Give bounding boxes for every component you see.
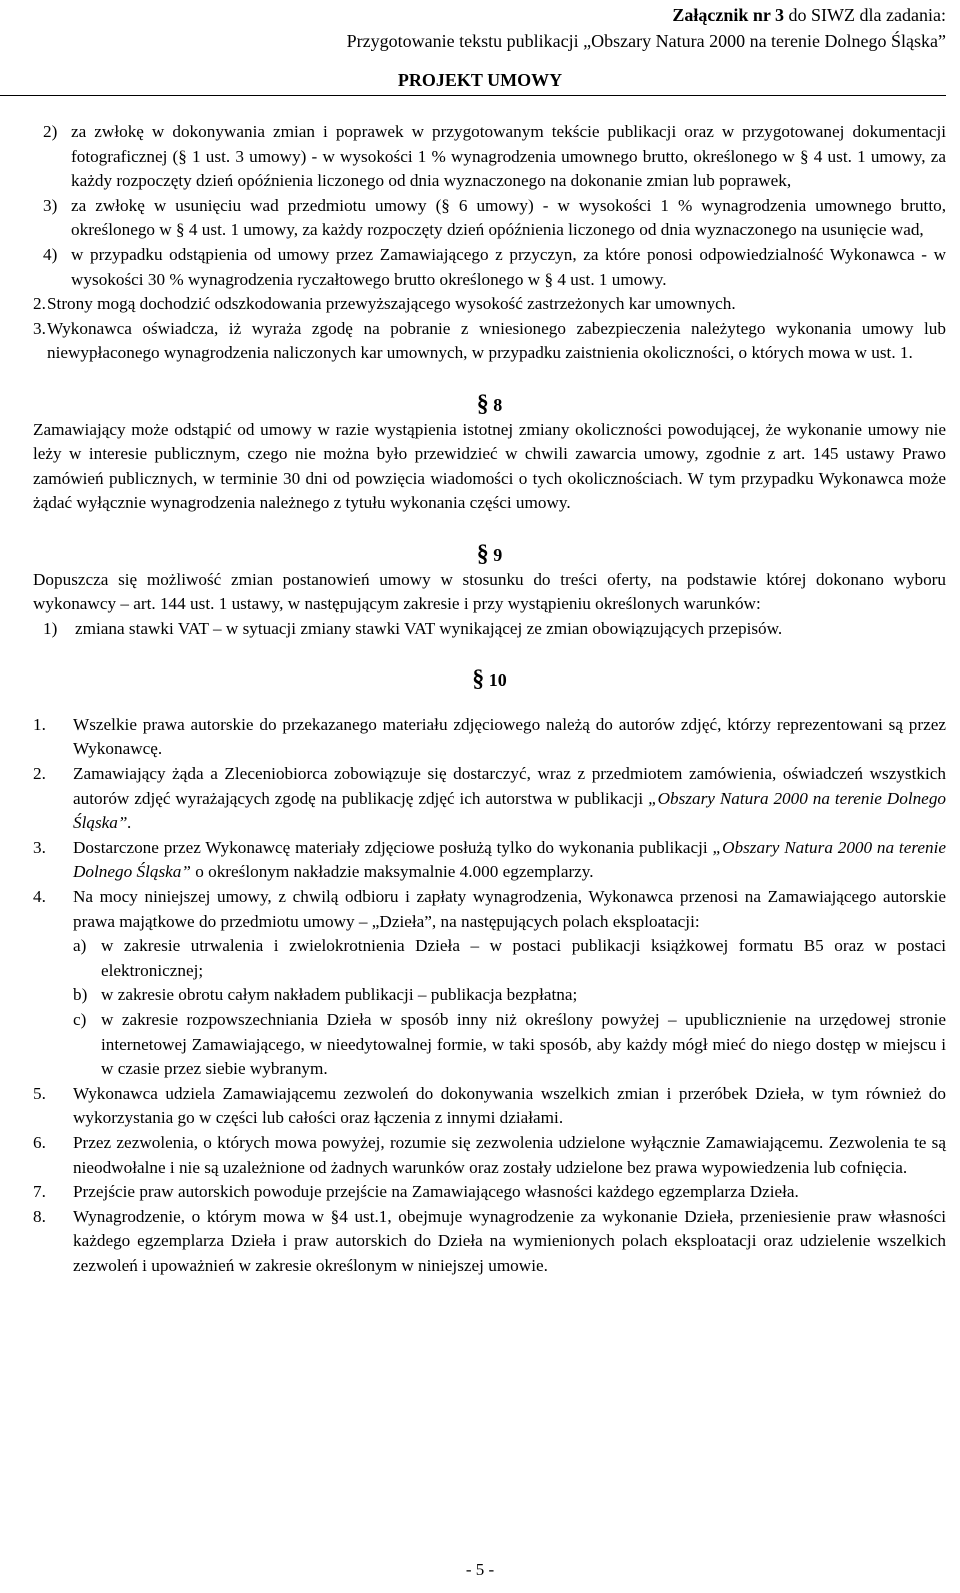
- list-item: 3. Wykonawca oświadcza, iż wyraża zgodę na pobranie z wniesionego zabezpieczenia należytego wykonania umowy lub niewypłaconego wynagrodzenia naliczonych kar umownych, w przypadku zaistnienia okoliczności, o których mowa w ust. 1.: [33, 318, 946, 363]
- list-item: 2. Zamawiający żąda a Zleceniobiorca zobowiązuje się dostarczyć, wraz z przedmiotem zamówienia, oświadczeń wszystkich autorów zdjęć wyrażających zgodę na publikację zdjęć ich autorstwa w publikacji „Obszary Natura 2000 na terenie Dolnego Śląska”.: [33, 764, 947, 833]
- page-number: - 5 -: [465, 1560, 495, 1579]
- section-8-heading: § 8: [476, 390, 503, 417]
- sub-item: c) w zakresie rozpowszechniania Dzieła w sposób inny niż określony powyżej – upublicznienie na urzędowej stronie internetowej Zamawiającego, w nieedytowalnej formie, w taki sposób, aby każdy mógł mieć do niego dostęp w miejscu i w czasie przez siebie wybranym.: [73, 1010, 946, 1079]
- list-item: 8. Wynagrodzenie, o którym mowa w §4 ust.1, obejmuje wynagrodzenie za wykonanie Dzieła, przeniesienie praw własności każdego egzemplarza Dzieła i praw autorskich do Dzieła na wymienionych polach eksploatacji oraz udzielenie wszelkich zezwoleń i upoważnień w zakresie określonym w niniejszej umowie.: [33, 1206, 946, 1275]
- list-item: 1. Wszelkie prawa autorskie do przekazanego materiału zdjęciowego należą do autorów zdjęć, którzy reprezentowani są przez Wykonawcę.: [33, 714, 946, 759]
- section-9-heading: § 9: [476, 540, 503, 567]
- list-item: 5. Wykonawca udziela Zamawiającemu zezwoleń do dokonywania wszelkich zmian i przeróbek Dzieła, w tym również do wykorzystania go w części lub całości oraz łączenia z innymi działami.: [33, 1083, 946, 1128]
- list-item: 4) w przypadku odstąpienia od umowy przez Zamawiającego z przyczyn, za które ponosi odpowiedzialność Wykonawca - w wysokości 30 % wynagrodzenia ryczałtowego brutto określonego w § 4 ust. 1 umowy.: [43, 244, 946, 289]
- sub-item: b) w zakresie obrotu całym nakładem publikacji – publikacja bezpłatna;: [73, 985, 578, 1005]
- penalty-list: [33, 120, 946, 292]
- section-10-heading: § 10: [472, 666, 507, 693]
- section-8-text: Zamawiający może odstąpić od umowy w razie wystąpienia istotnej zmiany okoliczności powodującej, że wykonanie umowy nie leży w interesie publicznym, czego nie można było przewidzieć w chwili zawarcia umowy, zgodnie z art. 145 ustawy Prawo zamówień publicznych, w terminie 30 dni od powzięcia wiadomości o tych okolicznościach. W tym przypadku Wykonawca może żądać wyłącznie wynagrodzenia należnego z tytułu wykonania części umowy.: [33, 419, 946, 513]
- list-item: 3. Dostarczone przez Wykonawcę materiały zdjęciowe posłużą tylko do wykonania publikacji „Obszary Natura 2000 na terenie Dolnego Śląska” o określonym nakładzie maksymalnie 4.000 egzemplarzy.: [33, 837, 947, 882]
- list-item: 1) zmiana stawki VAT – w sytuacji zmiany stawki VAT wynikającej ze zmian obowiązujących przepisów.: [43, 618, 783, 638]
- list-item: 3) za zwłokę w usunięciu wad przedmiotu umowy (§ 6 umowy) - w wysokości 1 % wynagrodzenia umownego brutto, określonego w § 4 ust. 1 umowy, za każdy rozpoczęty dzień opóźnienia liczonego od dnia wyznaczonego na usunięcie wad,: [43, 195, 946, 240]
- project-title: PROJEKT UMOWY: [397, 70, 563, 90]
- list-item: 2. Strony mogą dochodzić odszkodowania przewyższającego wysokość zastrzeżonych kar umownych.: [33, 294, 736, 314]
- list-item: 2) za zwłokę w dokonywania zmian i poprawek w przygotowanym tekście publikacji oraz w przygotowanej dokumentacji fotograficznej (§ 1 ust. 3 umowy) - w wysokości 1 % wynagrodzenia umownego brutto, określonego w § 4 ust. 1 umowy, za każdy rozpoczęty dzień opóźnienia liczonego od dnia wyznaczonego na dokonanie zmian lub poprawek,: [43, 122, 946, 191]
- sub-item: a) w zakresie utrwalenia i zwielokrotnienia Dzieła – w postaci publikacji książkowej formatu B5 oraz w postaci elektronicznej;: [73, 936, 946, 980]
- header-divider: [0, 95, 946, 96]
- task-title: Przygotowanie tekstu publikacji „Obszary Natura 2000 na terenie Dolnego Śląska”: [346, 31, 946, 51]
- attachment-line: [347, 2, 946, 28]
- list-item: 4. Na mocy niniejszej umowy, z chwilą odbioru i zapłaty wynagrodzenia, Wykonawca przenosi na Zamawiającego autorskie prawa majątkowe do przedmiotu umowy – „Dzieła”, na następujących polach eksploatacji: a) w zakresie utrwalenia i zwielokrotnienia Dzieła – w postaci publikacji książkowej formatu B5 oraz w postaci elektronicznej; b) w zakresie obrotu całym nakładem publikacji – publikacja bezpłatna; c) w zakresie rozpowszechniania Dzieła w sposób inny niż określony powyżej – upublicznienie na urzędowej stronie internetowej Zamawiającego, w nieedytowalnej formie, w taki sposób, aby każdy mógł mieć do niego dostęp w miejscu i w czasie przez siebie wybranym.: [33, 885, 946, 1082]
- list-item: 7. Przejście praw autorskich powoduje przejście na Zamawiającego własności każdego egzemplarza Dzieła.: [33, 1182, 799, 1202]
- attachment-rest: do SIWZ dla zadania:: [784, 5, 946, 25]
- document-body: [33, 120, 946, 1279]
- attachment-number: Załącznik nr 3: [672, 5, 785, 25]
- list-item: 6. Przez zezwolenia, o których mowa powyżej, rozumie się zezwolenia udzielone wyłącznie Zamawiającemu. Zezwolenia te są nieodwołalne i nie są uzależnione od żadnych warunków oraz zostały udzielone bez prawa wypowiedzenia lub cofnięcia.: [33, 1132, 946, 1177]
- document-header: [347, 2, 946, 54]
- section-9-text: Dopuszcza się możliwość zmian postanowień umowy w stosunku do treści oferty, na podstawie której dokonano wyboru wykonawcy – art. 144 ust. 1 ustawy, w następującym zakresie i przy wystąpieniu określonych warunków:: [33, 569, 946, 614]
